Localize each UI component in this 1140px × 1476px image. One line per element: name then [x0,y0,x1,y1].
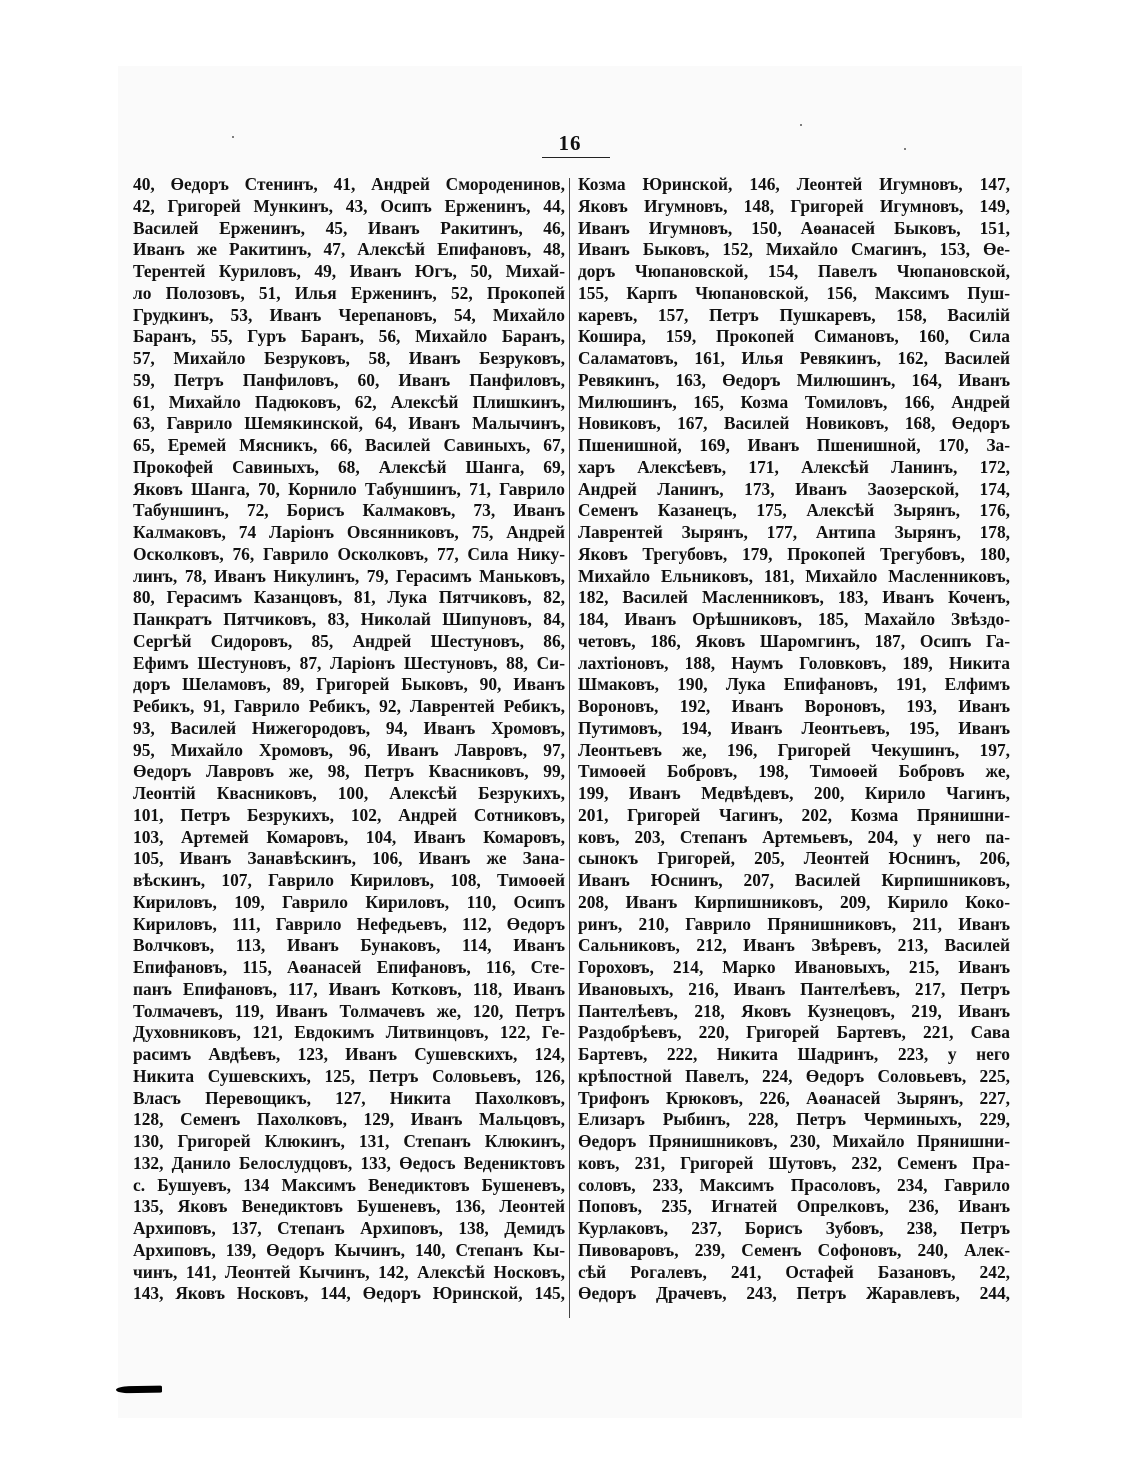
text-line: четовъ, 186, Яковъ Шаромгинъ, 187, Осипъ Га- [578,630,1010,651]
text-line: Василей Ерженинъ, 45, Иванъ Ракитинъ, 46, [133,217,565,238]
text-line: Епифановъ, 115, Аөанасей Епифановъ, 116, Сте- [133,957,565,977]
text-line: Гороховъ, 214, Марко Ивановыхъ, 215, Иванъ [578,957,1010,977]
text-line: Ивановыхъ, 216, Иванъ Пантелѣевъ, 217, Петръ [578,978,1010,999]
text-line: сѣй Рогалевъ, 241, Остафей Базановъ, 242, [578,1261,1010,1282]
text-line: Бартевъ, 222, Никита Шадринъ, 223, у него [578,1044,1010,1064]
text-line: 95, Михайло Хромовъ, 96, Иванъ Лавровъ, 97, [133,739,565,760]
text-line: Власъ Перевощикъ, 127, Никита Пахолковъ, [133,1087,565,1108]
text-line: Терентей Куриловъ, 49, Иванъ Югъ, 50, Михай- [133,261,565,281]
text-line: Табуншинъ, 72, Борисъ Калмаковъ, 73, Иванъ [133,500,565,521]
text-line: 103, Артемей Комаровъ, 104, Иванъ Комаровъ, [133,826,565,847]
left-column [133,174,565,1305]
text-line: 135, Яковъ Венедиктовъ Бушеневъ, 136, Леонтей [133,1196,565,1217]
text-line: Поповъ, 235, Игнатей Опрелковъ, 236, Иванъ [578,1196,1010,1217]
text-line: Вороновъ, 192, Иванъ Вороновъ, 193, Иванъ [578,696,1010,716]
text-line: Архиповъ, 139, Өедоръ Кычинъ, 140, Степанъ Кы- [133,1239,565,1260]
text-line: Өедоръ Прянишниковъ, 230, Михайло Прянишни- [578,1131,1010,1151]
text-line: Пшенишной, 169, Иванъ Пшенишной, 170, За- [578,435,1010,455]
text-line: Ревякинъ, 163, Өедоръ Милюшинъ, 164, Иванъ [578,369,1010,390]
text-line: 61, Михайло Падюковъ, 62, Алексѣй Плишкинъ, [133,391,565,412]
text-line: ринъ, 210, Гаврило Прянишниковъ, 211, Иванъ [578,913,1010,934]
text-line: 199, Иванъ Медвѣдевъ, 200, Кирило Чагинъ, [578,783,1010,803]
text-line: Тимоөей Бобровъ, 198, Тимоөей Бобровъ же, [578,761,1010,782]
text-line: Леонтьевъ же, 196, Григорей Чекушинъ, 197, [578,739,1010,760]
text-line: Михайло Ельниковъ, 181, Михайло Масленниковъ, [578,565,1010,586]
text-line: Пивоваровъ, 239, Семенъ Софоновъ, 240, Алек- [578,1239,1010,1260]
text-line: Трифонъ Крюковъ, 226, Аөанасей Зырянъ, 227, [578,1087,1010,1108]
text-line: Өедоръ Лавровъ же, 98, Петръ Квасниковъ, 99, [133,761,565,782]
text-line: Иванъ Игумновъ, 150, Аөанасей Быковъ, 151, [578,217,1010,238]
text-line: Иванъ Юснинъ, 207, Василей Кирпишниковъ, [578,870,1010,890]
text-line: 182, Василей Масленниковъ, 183, Иванъ Коченъ, [578,587,1010,608]
text-line: ковъ, 231, Григорей Шутовъ, 232, Семенъ Пра- [578,1152,1010,1173]
text-line: 42, Григорей Мункинъ, 43, Осипъ Ерженинъ, 44, [133,195,565,216]
text-line: 128, Семенъ Пахолковъ, 129, Иванъ Мальцовъ, [133,1109,565,1130]
text-line: 105, Иванъ Занавѣскинъ, 106, Иванъ же Зана- [133,848,565,869]
text-line: Сальниковъ, 212, Иванъ Звѣревъ, 213, Василей [578,935,1010,956]
text-line: 201, Григорей Чагинъ, 202, Козма Прянишни- [578,804,1010,825]
text-line: 184, Иванъ Орѣшниковъ, 185, Махайло Звѣздо- [578,609,1010,629]
text-line: Козма Юринской, 146, Леонтей Игумновъ, 147, [578,174,1010,194]
text-line: Саламатовъ, 161, Илья Ревякинъ, 162, Василей [578,348,1010,368]
text-line: Кириловъ, 111, Гаврило Нефедьевъ, 112, Өедоръ [133,913,565,934]
text-line: Яковъ Шанга, 70, Корнило Табуншинъ, 71, Гаврило [133,478,565,499]
text-line: Новиковъ, 167, Василей Новиковъ, 168, Өедоръ [578,413,1010,434]
text-line: доръ Шеламовъ, 89, Григорей Быковъ, 90, Иванъ [133,674,565,695]
page-number-rule [542,157,610,158]
text-line: Архиповъ, 137, Степанъ Архиповъ, 138, Демидъ [133,1218,565,1238]
text-line: Яковъ Трегубовъ, 179, Прокопей Трегубовъ, 180, [578,543,1010,564]
text-line: Пантелѣевъ, 218, Яковъ Кузнецовъ, 219, Иванъ [578,1000,1010,1021]
page-number: 16 [558,131,582,155]
text-line: Духовниковъ, 121, Евдокимъ Литвинцовъ, 122, Ге- [133,1022,565,1043]
text-line: каревъ, 157, Петръ Пушкаревъ, 158, Василій [578,304,1010,325]
text-line: линъ, 78, Иванъ Никулинъ, 79, Герасимъ Маньковъ, [133,565,565,586]
text-line: Сергѣй Сидоровъ, 85, Андрей Шестуновъ, 86, [133,630,565,651]
text-line: Осколковъ, 76, Гаврило Осколковъ, 77, Сила Нику- [133,543,565,564]
text-line: Шмаковъ, 190, Лука Епифановъ, 191, Елфимъ [578,674,1010,695]
text-line: вѣскинъ, 107, Гаврило Кириловъ, 108, Тимоөей [133,870,565,890]
text-line: 59, Петръ Панфиловъ, 60, Иванъ Панфиловъ, [133,369,565,390]
text-line: Прокофей Савиныхъ, 68, Алексѣй Шанга, 69, [133,456,565,477]
right-column [578,174,1010,1305]
text-line: панъ Епифановъ, 117, Иванъ Котковъ, 118, Иванъ [133,978,565,999]
text-line: 65, Еремей Мясникъ, 66, Василей Савиныхъ, 67, [133,435,565,455]
text-line: Елизаръ Рыбинъ, 228, Петръ Черминыхъ, 229, [578,1109,1010,1130]
speck [232,136,234,138]
text-line: 132, Данило Белослудцовъ, 133, Өедосъ Ведениктовъ [133,1152,565,1173]
ink-mark [116,1386,162,1394]
text-line: Ефимъ Шестуновъ, 87, Ларіонъ Шестуновъ, 88, Си- [133,652,565,673]
speck [800,124,802,126]
text-line: расимъ Авдѣевъ, 123, Иванъ Сушевскихъ, 124, [133,1044,565,1064]
text-line: Калмаковъ, 74 Ларіонъ Овсянниковъ, 75, Андрей [133,522,565,542]
text-line: ло Полозовъ, 51, Илья Ерженинъ, 52, Прокопей [133,282,565,303]
text-line: 101, Петръ Безрукихъ, 102, Андрей Сотниковъ, [133,804,565,825]
text-line: ковъ, 203, Степанъ Артемьевъ, 204, у него па- [578,826,1010,847]
text-line: с. Бушуевъ, 134 Максимъ Венедиктовъ Бушеневъ, [133,1174,565,1195]
text-line: 208, Иванъ Кирпишниковъ, 209, Кирило Коко- [578,891,1010,912]
text-line: 143, Яковъ Носковъ, 144, Өедоръ Юринской, 145, [133,1283,565,1304]
text-line: Лаврентей Зырянъ, 177, Антипа Зырянъ, 178, [578,522,1010,542]
text-line: Андрей Ланинъ, 173, Иванъ Заозерской, 174, [578,478,1010,499]
text-line: 40, Өедоръ Стенинъ, 41, Андрей Смороденинов, [133,174,565,194]
text-line: Яковъ Игумновъ, 148, Григорей Игумновъ, 149, [578,195,1010,216]
text-line: Семенъ Казанецъ, 175, Алексѣй Зырянъ, 176, [578,500,1010,521]
text-line: Милюшинъ, 165, Козма Томиловъ, 166, Андрей [578,391,1010,412]
text-line: Путимовъ, 194, Иванъ Леонтьевъ, 195, Иванъ [578,717,1010,738]
text-line: 63, Гаврило Шемякинской, 64, Иванъ Малычинъ, [133,413,565,434]
text-line: 130, Григорей Клюкинъ, 131, Степанъ Клюкинъ, [133,1131,565,1151]
text-line: Никита Сушевскихъ, 125, Петръ Соловьевъ, 126, [133,1065,565,1086]
text-line: 57, Михайло Безруковъ, 58, Иванъ Безруковъ, [133,348,565,368]
text-line: Иванъ Быковъ, 152, Михайло Смагинъ, 153, Өе- [578,239,1010,260]
text-line: Кириловъ, 109, Гаврило Кириловъ, 110, Осипъ [133,891,565,912]
text-line: соловъ, 233, Максимъ Прасоловъ, 234, Гаврило [578,1174,1010,1195]
text-line: Курлаковъ, 237, Борисъ Зубовъ, 238, Петръ [578,1218,1010,1238]
text-line: 80, Герасимъ Казанцовъ, 81, Лука Пятчиковъ, 82, [133,587,565,608]
text-line: Өедоръ Драчевъ, 243, Петръ Жаравлевъ, 244, [578,1283,1010,1304]
text-line: Грудкинъ, 53, Иванъ Черепановъ, 54, Михайло [133,304,565,325]
text-line: харъ Алексѣевъ, 171, Алексѣй Ланинъ, 172, [578,456,1010,477]
text-line: доръ Чюпановской, 154, Павелъ Чюпановской, [578,261,1010,281]
text-line: Иванъ же Ракитинъ, 47, Алексѣй Епифановъ, 48, [133,239,565,260]
text-line: Леонтій Квасниковъ, 100, Алексѣй Безрукихъ, [133,783,565,803]
text-line: крѣпостной Павелъ, 224, Өедоръ Соловьевъ, 225, [578,1065,1010,1086]
text-line: 155, Карпъ Чюпановской, 156, Максимъ Пуш- [578,282,1010,303]
column-divider [569,178,570,1318]
text-line: Раздобрѣевъ, 220, Григорей Бартевъ, 221, Сава [578,1022,1010,1043]
speck [904,148,906,150]
text-line: Толмачевъ, 119, Иванъ Толмачевъ же, 120, Петръ [133,1000,565,1021]
text-line: Панкратъ Пятчиковъ, 83, Николай Шипуновъ, 84, [133,609,565,629]
text-line: Ребикъ, 91, Гаврило Ребикъ, 92, Лаврентей Ребикъ, [133,696,565,716]
text-line: 93, Василей Нижегородовъ, 94, Иванъ Хромовъ, [133,717,565,738]
text-line: Кошира, 159, Прокопей Симановъ, 160, Сила [578,326,1010,347]
text-line: Баранъ, 55, Гуръ Баранъ, 56, Михайло Баранъ, [133,326,565,347]
text-line: лахтіоновъ, 188, Наумъ Головковъ, 189, Никита [578,652,1010,673]
text-line: Волчковъ, 113, Иванъ Бунаковъ, 114, Иванъ [133,935,565,956]
text-line: чинъ, 141, Леонтей Кычинъ, 142, Алексѣй Носковъ, [133,1261,565,1282]
text-line: сынокъ Григорей, 205, Леонтей Юснинъ, 206, [578,848,1010,869]
